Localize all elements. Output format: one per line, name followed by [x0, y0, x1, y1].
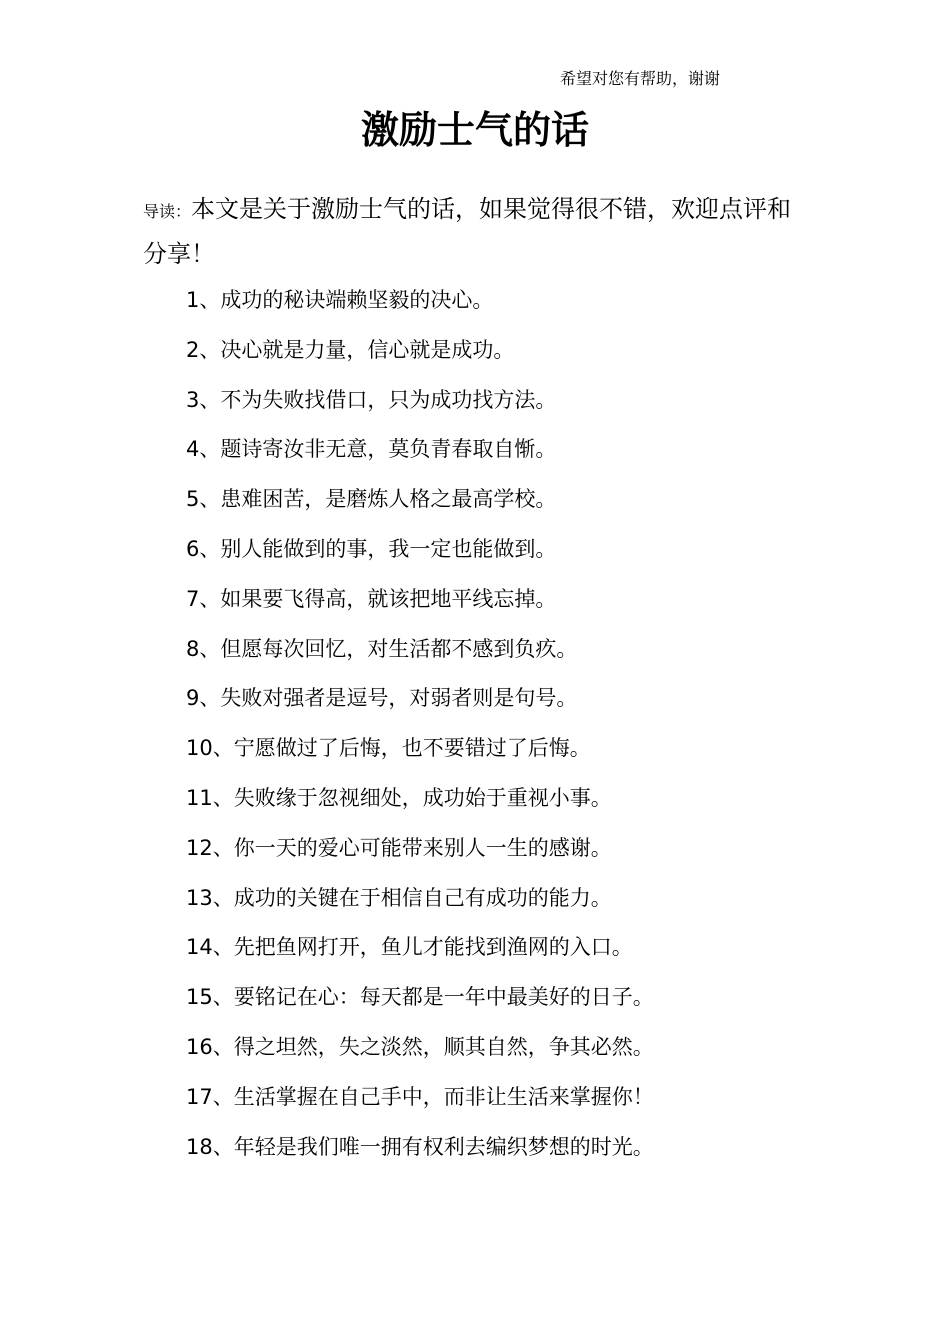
list-item: 9、失败对强者是逗号，对弱者则是句号。: [186, 686, 578, 711]
list-item: 2、决心就是力量，信心就是成功。: [186, 337, 515, 362]
list-item: 11、失败缘于忽视细处，成功始于重视小事。: [186, 785, 612, 810]
list-item: 4、题诗寄汝非无意，莫负青春取自惭。: [186, 437, 557, 462]
header-note: 希望对您有帮助，谢谢: [560, 69, 721, 88]
list-item: 18、年轻是我们唯一拥有权利去编织梦想的时光。: [186, 1134, 654, 1159]
list-item: 15、要铭记在心：每天都是一年中最美好的日子。: [186, 985, 654, 1010]
list-item: 17、生活掌握在自己手中，而非让生活来掌握你！: [186, 1084, 654, 1109]
list-item: 10、宁愿做过了后悔，也不要错过了后悔。: [186, 736, 591, 761]
list-item: 3、不为失败找借口，只为成功找方法。: [186, 387, 557, 412]
intro-paragraph: [143, 188, 813, 275]
document-title: 激励士气的话: [360, 108, 589, 152]
list-item: 8、但愿每次回忆，对生活都不感到负疚。: [186, 636, 578, 661]
intro-label: 导读：: [143, 202, 192, 221]
list-item: 12、你一天的爱心可能带来别人一生的感谢。: [186, 835, 612, 860]
list-item: 16、得之坦然，失之淡然，顺其自然，争其必然。: [186, 1034, 654, 1059]
list-item: 7、如果要飞得高，就该把地平线忘掉。: [186, 586, 557, 611]
list-item: 6、别人能做到的事，我一定也能做到。: [186, 536, 557, 561]
intro-text: 本文是关于激励士气的话，如果觉得很不错，欢迎点评和分享！: [143, 195, 792, 268]
list-item: 14、先把鱼网打开，鱼儿才能找到渔网的入口。: [186, 935, 633, 960]
quote-list: [186, 282, 654, 1178]
list-item: 13、成功的关键在于相信自己有成功的能力。: [186, 885, 612, 910]
list-item: 1、成功的秘诀端赖坚毅的决心。: [186, 288, 494, 312]
list-item: 5、患难困苦，是磨炼人格之最高学校。: [186, 487, 557, 512]
